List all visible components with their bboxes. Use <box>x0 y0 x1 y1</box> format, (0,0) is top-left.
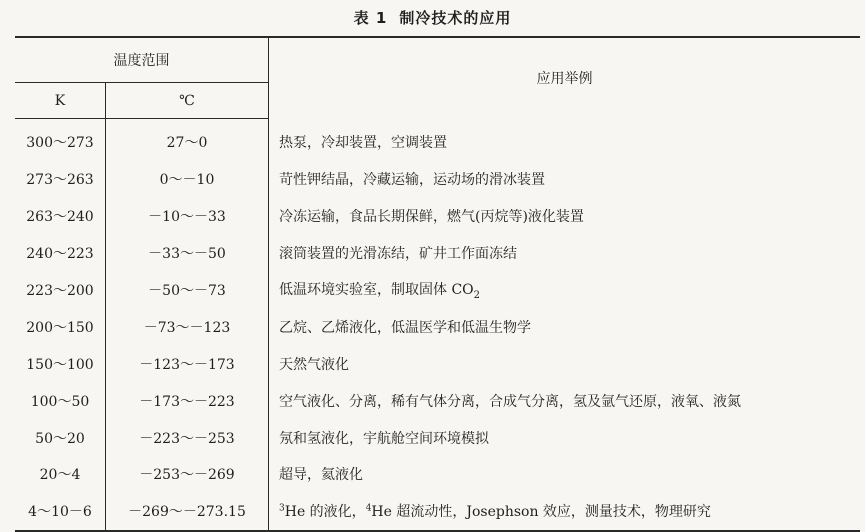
application-text: He 超流动性，Josephson 效应，测量技术，物理研究 <box>371 504 711 521</box>
cell-application <box>269 493 861 531</box>
cell-application: 天然气液化 <box>279 356 349 373</box>
cell-application: 超导，氦液化 <box>279 467 363 484</box>
application-text: 低温环境实验室，制取固体 CO <box>279 282 474 299</box>
table-number: 表 1 <box>353 9 388 27</box>
application-text: He 的液化， <box>284 504 366 521</box>
header-temp-range: 温度范围 <box>15 37 269 83</box>
table-row <box>15 161 860 198</box>
cell-celsius: －253～－269 <box>106 456 269 493</box>
table-caption: 制冷技术的应用 <box>399 9 512 27</box>
cell-application: 热泵，冷却装置，空调装置 <box>279 135 447 152</box>
header-celsius: ℃ <box>106 83 269 119</box>
cell-application: 乙烷、乙烯液化，低温医学和低温生物学 <box>279 319 531 336</box>
cell-celsius: －173～－223 <box>106 382 269 419</box>
cell-application <box>269 272 861 309</box>
cell-kelvin: 150～100 <box>15 345 106 382</box>
cell-kelvin: 263～240 <box>15 198 106 235</box>
cell-kelvin: 50～20 <box>15 419 106 456</box>
cell-kelvin: 273～263 <box>15 161 106 198</box>
cell-celsius: －123～－173 <box>106 345 269 382</box>
table-title <box>0 7 865 28</box>
cell-application: 苛性钾结晶，冷藏运输，运动场的滑冰装置 <box>279 172 545 189</box>
table-row <box>15 493 860 531</box>
cell-celsius: 27～0 <box>106 119 269 161</box>
table-row <box>15 235 860 272</box>
cell-application: 滚筒装置的光滑冻结，矿井工作面冻结 <box>279 246 517 263</box>
cell-kelvin: 4～10－6 <box>15 493 106 531</box>
cell-kelvin: 200～150 <box>15 308 106 345</box>
cell-celsius: －50～－73 <box>106 272 269 309</box>
cell-application: 冷冻运输，食品长期保鲜，燃气(丙烷等)液化装置 <box>279 209 584 226</box>
cell-celsius: －73～－123 <box>106 308 269 345</box>
cell-celsius: －10～－33 <box>106 198 269 235</box>
header-kelvin: K <box>15 83 106 119</box>
cell-celsius: 0～－10 <box>106 161 269 198</box>
cell-kelvin: 223～200 <box>15 272 106 309</box>
cell-kelvin: 300～273 <box>15 119 106 161</box>
superscript-3: 3 <box>279 503 285 514</box>
cell-kelvin: 100～50 <box>15 382 106 419</box>
table-row <box>15 456 860 493</box>
table-row <box>15 382 860 419</box>
cell-celsius: －33～－50 <box>106 235 269 272</box>
cell-application: 氖和氢液化，宇航舱空间环境模拟 <box>279 430 489 447</box>
cell-celsius: －269～－273.15 <box>106 493 269 531</box>
cell-kelvin: 20～4 <box>15 456 106 493</box>
cell-celsius: －223～－253 <box>106 419 269 456</box>
table-row <box>15 419 860 456</box>
table-row <box>15 272 860 309</box>
subscript-2: 2 <box>473 289 481 301</box>
refrigeration-table <box>15 36 860 532</box>
table-row <box>15 308 860 345</box>
header-application: 应用举例 <box>536 71 593 88</box>
table-row <box>15 198 860 235</box>
table-row <box>15 119 860 161</box>
cell-kelvin: 240～223 <box>15 235 106 272</box>
cell-application: 空气液化、分离，稀有气体分离，合成气分离，氢及氩气还原，液氧、液氮 <box>279 393 741 410</box>
superscript-4: 4 <box>365 503 372 514</box>
table-row <box>15 345 860 382</box>
